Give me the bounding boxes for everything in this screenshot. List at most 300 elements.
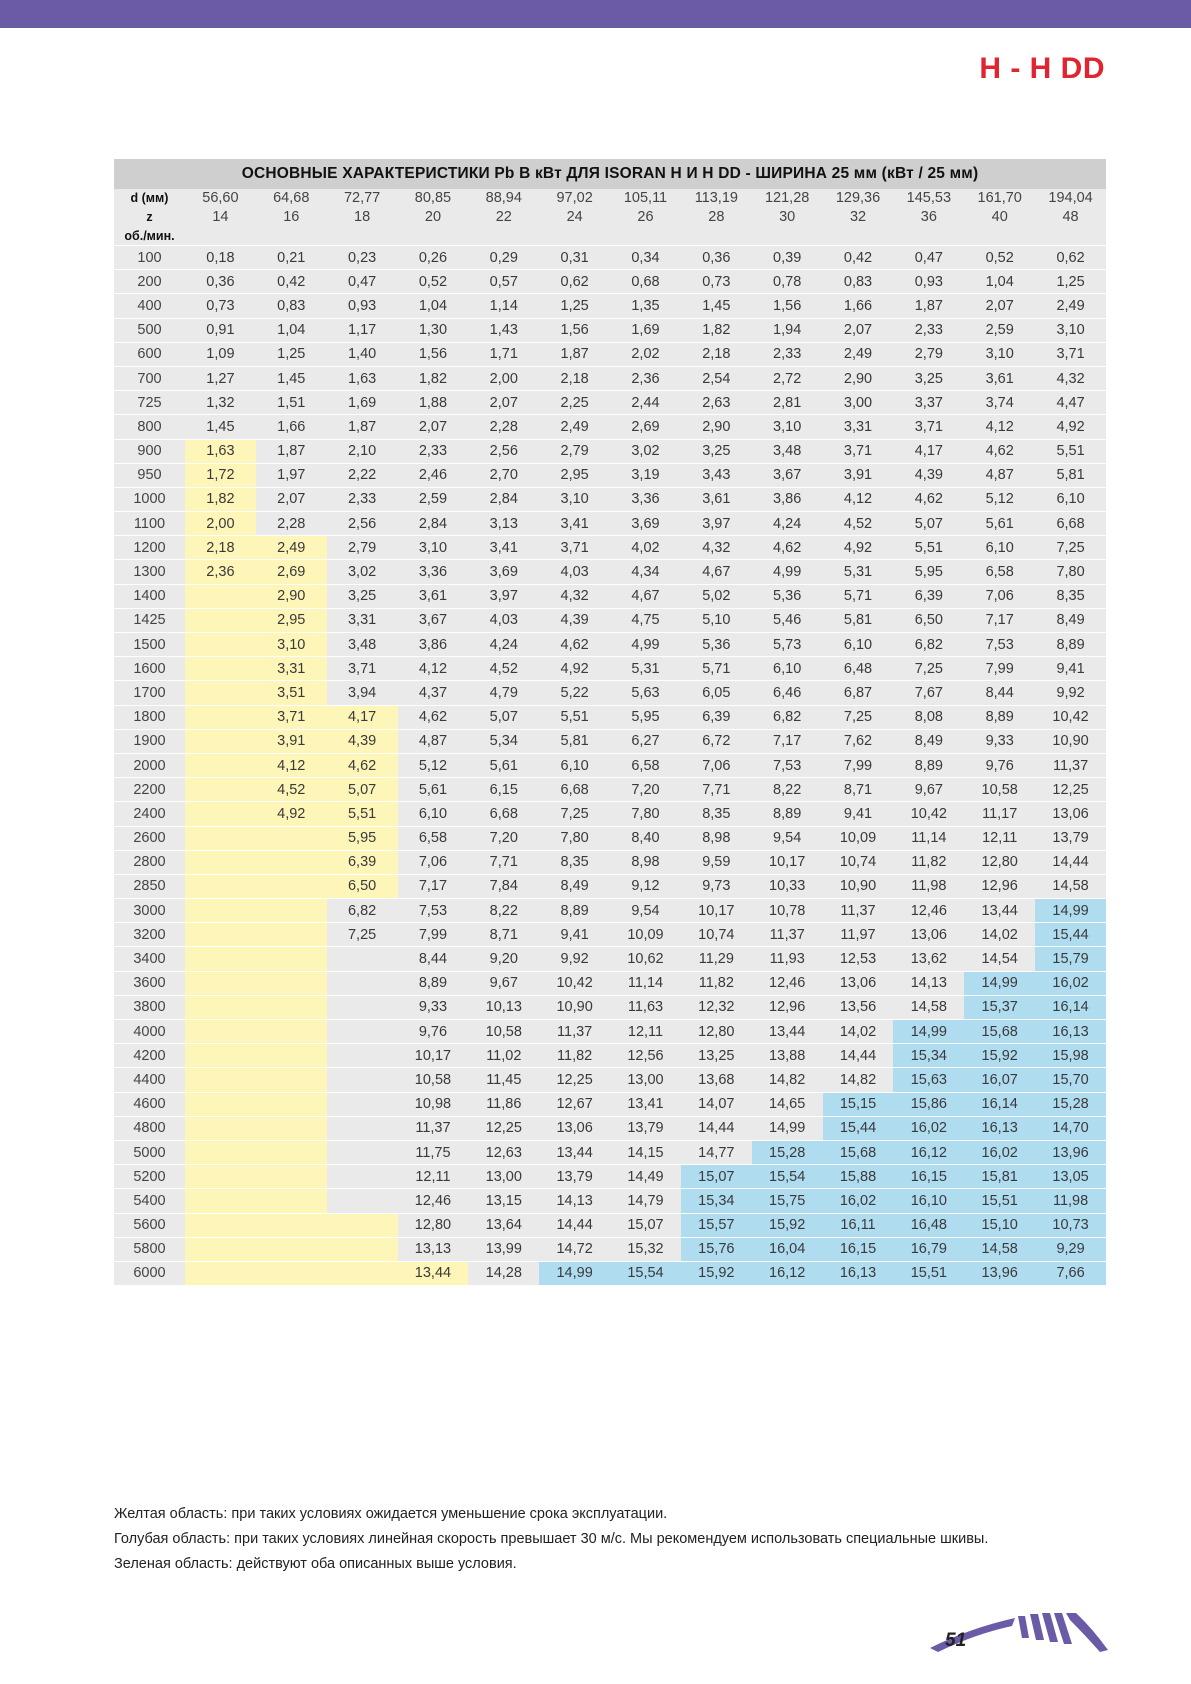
power-cell: 4,03	[539, 560, 610, 583]
power-cell: 3,71	[1035, 343, 1106, 366]
power-cell: 13,41	[610, 1093, 681, 1116]
power-rating-table	[114, 159, 1106, 1285]
power-cell: 3,71	[823, 440, 894, 463]
power-cell: 15,28	[752, 1141, 823, 1164]
power-cell: 1,25	[1035, 270, 1106, 293]
power-cell: 1,09	[185, 343, 256, 366]
power-cell: 15,76	[681, 1238, 752, 1261]
power-cell: 4,03	[468, 609, 539, 632]
power-cell: 7,53	[752, 754, 823, 777]
power-cell: 11,29	[681, 947, 752, 970]
power-cell: 3,43	[681, 464, 752, 487]
teeth-cell: 26	[610, 208, 681, 227]
rpm-cell: 1600	[114, 657, 185, 680]
power-cell: 16,02	[964, 1141, 1035, 1164]
power-cell: 7,06	[681, 754, 752, 777]
table-row	[114, 294, 1106, 317]
power-cell: 0,62	[1035, 246, 1106, 269]
power-cell: 4,12	[964, 415, 1035, 438]
power-cell: 0,52	[398, 270, 469, 293]
power-cell: 16,48	[893, 1214, 964, 1237]
power-cell: 2,00	[468, 367, 539, 390]
table-row	[114, 488, 1106, 511]
rpm-cell: 1000	[114, 488, 185, 511]
power-cell: 11,98	[1035, 1189, 1106, 1212]
power-cell: 2,84	[398, 512, 469, 535]
legend	[114, 1502, 988, 1577]
power-cell: 11,86	[468, 1093, 539, 1116]
power-cell: 1,71	[468, 343, 539, 366]
rpm-header-filler	[185, 227, 1106, 245]
power-cell: 4,62	[752, 536, 823, 559]
power-cell: 2,84	[468, 488, 539, 511]
power-cell: 0,42	[256, 270, 327, 293]
power-cell: 0,78	[752, 270, 823, 293]
power-cell: 16,79	[893, 1238, 964, 1261]
table-row	[114, 1189, 1106, 1212]
power-cell: 2,49	[823, 343, 894, 366]
table-title: ОСНОВНЫЕ ХАРАКТЕРИСТИКИ Pb В кВт ДЛЯ ISORAN H И H DD - ШИРИНА 25 мм (кВт / 25 мм)	[114, 159, 1106, 189]
power-cell	[327, 1044, 398, 1067]
power-cell	[185, 633, 256, 656]
power-cell: 15,92	[964, 1044, 1035, 1067]
power-cell: 3,36	[398, 560, 469, 583]
power-cell: 13,15	[468, 1189, 539, 1212]
power-cell: 16,14	[1035, 996, 1106, 1019]
power-cell	[256, 1238, 327, 1261]
power-cell: 5,51	[327, 802, 398, 825]
power-cell: 3,71	[893, 415, 964, 438]
power-cell: 1,51	[256, 391, 327, 414]
power-cell	[327, 996, 398, 1019]
rpm-cell: 4800	[114, 1117, 185, 1140]
power-cell: 9,41	[1035, 657, 1106, 680]
power-cell: 4,62	[398, 706, 469, 729]
power-cell: 10,42	[893, 802, 964, 825]
power-cell: 8,89	[752, 802, 823, 825]
power-cell: 11,93	[752, 947, 823, 970]
power-cell: 7,06	[398, 851, 469, 874]
power-cell: 5,95	[893, 560, 964, 583]
power-cell: 11,37	[398, 1117, 469, 1140]
power-cell: 4,92	[1035, 415, 1106, 438]
power-cell: 4,12	[256, 754, 327, 777]
power-cell: 5,22	[539, 681, 610, 704]
rpm-cell: 600	[114, 343, 185, 366]
power-cell: 4,62	[964, 440, 1035, 463]
rpm-cell: 4600	[114, 1093, 185, 1116]
table-row	[114, 609, 1106, 632]
power-cell: 6,82	[327, 899, 398, 922]
power-cell: 2,36	[610, 367, 681, 390]
power-cell: 14,54	[964, 947, 1035, 970]
power-cell: 15,10	[964, 1214, 1035, 1237]
power-cell: 3,67	[398, 609, 469, 632]
power-cell: 4,34	[610, 560, 681, 583]
power-cell: 1,56	[752, 294, 823, 317]
power-cell: 7,06	[964, 585, 1035, 608]
table-row	[114, 1020, 1106, 1043]
table-row	[114, 706, 1106, 729]
power-cell: 5,81	[823, 609, 894, 632]
power-cell: 9,54	[752, 827, 823, 850]
power-cell: 16,14	[964, 1093, 1035, 1116]
power-cell: 5,61	[468, 754, 539, 777]
power-cell: 13,06	[1035, 802, 1106, 825]
power-cell: 3,48	[327, 633, 398, 656]
power-cell	[256, 1262, 327, 1285]
power-cell: 1,66	[256, 415, 327, 438]
power-cell: 8,49	[893, 730, 964, 753]
power-cell: 2,49	[539, 415, 610, 438]
rpm-cell: 3600	[114, 972, 185, 995]
power-cell: 14,02	[823, 1020, 894, 1043]
power-cell: 5,31	[823, 560, 894, 583]
power-cell: 14,44	[1035, 851, 1106, 874]
power-cell: 1,63	[185, 440, 256, 463]
power-cell: 6,58	[610, 754, 681, 777]
power-cell: 0,91	[185, 319, 256, 342]
power-cell: 12,11	[610, 1020, 681, 1043]
diameter-cell: 97,02	[539, 189, 610, 208]
power-cell: 14,99	[752, 1117, 823, 1140]
power-cell: 10,17	[752, 851, 823, 874]
power-cell: 2,18	[539, 367, 610, 390]
power-cell: 3,69	[468, 560, 539, 583]
power-cell: 2,44	[610, 391, 681, 414]
power-cell	[256, 1189, 327, 1212]
rpm-cell: 5800	[114, 1238, 185, 1261]
power-cell: 9,73	[681, 875, 752, 898]
power-cell: 0,31	[539, 246, 610, 269]
power-cell	[185, 802, 256, 825]
rpm-cell: 700	[114, 367, 185, 390]
power-cell: 12,32	[681, 996, 752, 1019]
power-cell: 11,37	[539, 1020, 610, 1043]
teeth-cell: 22	[468, 208, 539, 227]
power-cell: 11,17	[964, 802, 1035, 825]
power-cell: 10,74	[823, 851, 894, 874]
power-cell: 9,67	[893, 778, 964, 801]
power-cell: 16,10	[893, 1189, 964, 1212]
power-cell: 14,99	[1035, 899, 1106, 922]
power-cell: 6,68	[539, 778, 610, 801]
power-cell: 11,82	[681, 972, 752, 995]
power-cell: 3,02	[610, 440, 681, 463]
power-cell: 12,25	[1035, 778, 1106, 801]
power-cell: 5,02	[681, 585, 752, 608]
rpm-cell: 2600	[114, 827, 185, 850]
power-cell: 0,52	[964, 246, 1035, 269]
power-cell: 9,33	[398, 996, 469, 1019]
power-cell: 10,17	[681, 899, 752, 922]
power-cell: 15,68	[823, 1141, 894, 1164]
power-cell: 8,89	[893, 754, 964, 777]
power-cell: 4,24	[752, 512, 823, 535]
power-cell: 2,69	[256, 560, 327, 583]
power-cell: 12,11	[964, 827, 1035, 850]
power-cell: 8,22	[752, 778, 823, 801]
power-cell: 14,72	[539, 1238, 610, 1261]
power-cell: 2,33	[752, 343, 823, 366]
power-cell	[327, 1262, 398, 1285]
power-cell: 5,51	[893, 536, 964, 559]
power-cell: 13,06	[539, 1117, 610, 1140]
power-cell: 4,99	[752, 560, 823, 583]
power-cell: 16,15	[823, 1238, 894, 1261]
power-cell: 2,33	[327, 488, 398, 511]
power-cell: 1,14	[468, 294, 539, 317]
power-cell	[185, 875, 256, 898]
power-cell: 3,71	[539, 536, 610, 559]
power-cell: 9,12	[610, 875, 681, 898]
power-cell: 0,29	[468, 246, 539, 269]
power-cell: 7,25	[327, 923, 398, 946]
power-cell: 1,40	[327, 343, 398, 366]
power-cell: 14,13	[893, 972, 964, 995]
power-cell: 10,13	[468, 996, 539, 1019]
power-cell: 6,46	[752, 681, 823, 704]
power-cell: 14,44	[539, 1214, 610, 1237]
power-cell: 8,40	[610, 827, 681, 850]
teeth-header-row	[114, 208, 1106, 227]
power-cell: 14,44	[823, 1044, 894, 1067]
power-cell: 1,94	[752, 319, 823, 342]
power-cell: 2,28	[468, 415, 539, 438]
power-cell: 4,47	[1035, 391, 1106, 414]
rpm-cell: 800	[114, 415, 185, 438]
power-cell: 16,12	[752, 1262, 823, 1285]
power-cell: 15,86	[893, 1093, 964, 1116]
power-cell: 2,22	[327, 464, 398, 487]
table-row	[114, 319, 1106, 342]
power-cell: 8,35	[1035, 585, 1106, 608]
rpm-cell: 400	[114, 294, 185, 317]
power-cell: 13,06	[823, 972, 894, 995]
power-cell: 1,69	[327, 391, 398, 414]
teeth-cell: 48	[1035, 208, 1106, 227]
power-cell: 12,46	[752, 972, 823, 995]
table-row	[114, 1068, 1106, 1091]
power-cell: 16,02	[823, 1189, 894, 1212]
power-cell: 3,31	[823, 415, 894, 438]
power-cell: 15,57	[681, 1214, 752, 1237]
rpm-cell: 2000	[114, 754, 185, 777]
power-cell: 8,89	[539, 899, 610, 922]
rpm-cell: 2850	[114, 875, 185, 898]
rpm-cell: 500	[114, 319, 185, 342]
power-cell: 5,10	[681, 609, 752, 632]
table-row	[114, 1141, 1106, 1164]
power-cell: 13,96	[964, 1262, 1035, 1285]
power-cell: 4,62	[893, 488, 964, 511]
power-cell: 7,25	[823, 706, 894, 729]
power-cell: 2,56	[468, 440, 539, 463]
product-title: H - H DD	[979, 52, 1105, 85]
power-cell: 13,68	[681, 1068, 752, 1091]
power-cell: 16,13	[823, 1262, 894, 1285]
power-cell: 13,64	[468, 1214, 539, 1237]
power-cell	[256, 1141, 327, 1164]
power-cell: 9,92	[539, 947, 610, 970]
power-cell: 6,27	[610, 730, 681, 753]
power-cell: 5,51	[539, 706, 610, 729]
power-cell: 0,57	[468, 270, 539, 293]
table-row	[114, 657, 1106, 680]
power-cell: 3,91	[823, 464, 894, 487]
power-cell: 2,02	[610, 343, 681, 366]
power-cell	[185, 851, 256, 874]
power-cell: 7,80	[1035, 560, 1106, 583]
rpm-cell: 6000	[114, 1262, 185, 1285]
rpm-cell: 1100	[114, 512, 185, 535]
diameter-label: d (мм)	[114, 189, 185, 208]
rpm-cell: 725	[114, 391, 185, 414]
power-cell: 9,76	[964, 754, 1035, 777]
power-cell: 3,48	[752, 440, 823, 463]
power-cell: 15,15	[823, 1093, 894, 1116]
table-row	[114, 1117, 1106, 1140]
table-row	[114, 585, 1106, 608]
power-cell: 15,92	[752, 1214, 823, 1237]
power-cell: 15,34	[893, 1044, 964, 1067]
power-cell: 3,61	[398, 585, 469, 608]
power-cell	[256, 947, 327, 970]
teeth-cell: 18	[327, 208, 398, 227]
rpm-cell: 1800	[114, 706, 185, 729]
power-cell: 14,02	[964, 923, 1035, 946]
power-cell: 2,18	[681, 343, 752, 366]
table-row	[114, 367, 1106, 390]
power-cell	[256, 996, 327, 1019]
rpm-cell: 1700	[114, 681, 185, 704]
power-cell: 4,02	[610, 536, 681, 559]
power-cell: 15,34	[681, 1189, 752, 1212]
power-cell: 4,39	[539, 609, 610, 632]
power-cell	[185, 1117, 256, 1140]
power-cell: 14,77	[681, 1141, 752, 1164]
power-cell: 3,00	[823, 391, 894, 414]
power-cell: 10,09	[823, 827, 894, 850]
power-cell: 1,97	[256, 464, 327, 487]
power-cell: 5,51	[1035, 440, 1106, 463]
power-cell: 7,25	[1035, 536, 1106, 559]
power-cell: 14,82	[752, 1068, 823, 1091]
rpm-cell: 5600	[114, 1214, 185, 1237]
rpm-cell: 1400	[114, 585, 185, 608]
power-cell: 4,32	[681, 536, 752, 559]
power-cell: 15,81	[964, 1165, 1035, 1188]
power-cell: 2,00	[185, 512, 256, 535]
table-row	[114, 996, 1106, 1019]
power-cell: 15,70	[1035, 1068, 1106, 1091]
power-cell: 8,22	[468, 899, 539, 922]
power-cell: 14,49	[610, 1165, 681, 1188]
power-cell: 7,25	[539, 802, 610, 825]
power-cell: 13,96	[1035, 1141, 1106, 1164]
power-cell: 7,20	[610, 778, 681, 801]
power-cell: 11,02	[468, 1044, 539, 1067]
power-cell: 9,54	[610, 899, 681, 922]
power-cell: 10,33	[752, 875, 823, 898]
power-cell: 3,91	[256, 730, 327, 753]
power-cell: 4,52	[256, 778, 327, 801]
power-cell: 13,99	[468, 1238, 539, 1261]
power-cell: 0,83	[823, 270, 894, 293]
power-cell: 1,87	[893, 294, 964, 317]
power-cell: 7,84	[468, 875, 539, 898]
power-cell	[327, 1068, 398, 1091]
power-cell: 5,12	[964, 488, 1035, 511]
power-cell: 8,35	[681, 802, 752, 825]
power-cell: 7,25	[893, 657, 964, 680]
power-cell	[327, 1214, 398, 1237]
power-cell: 3,94	[327, 681, 398, 704]
power-cell: 5,07	[893, 512, 964, 535]
power-cell: 8,98	[681, 827, 752, 850]
power-cell: 9,59	[681, 851, 752, 874]
power-cell: 2,25	[539, 391, 610, 414]
power-cell: 2,59	[398, 488, 469, 511]
rpm-cell: 4200	[114, 1044, 185, 1067]
power-cell: 4,79	[468, 681, 539, 704]
power-cell: 2,07	[823, 319, 894, 342]
power-cell: 14,99	[539, 1262, 610, 1285]
teeth-cell: 24	[539, 208, 610, 227]
power-cell: 13,44	[539, 1141, 610, 1164]
power-cell: 6,39	[893, 585, 964, 608]
power-cell: 13,79	[1035, 827, 1106, 850]
power-cell: 6,05	[681, 681, 752, 704]
power-cell: 16,04	[752, 1238, 823, 1261]
power-cell: 5,73	[752, 633, 823, 656]
rpm-cell: 950	[114, 464, 185, 487]
rpm-cell: 2800	[114, 851, 185, 874]
power-cell	[256, 1020, 327, 1043]
power-cell: 5,61	[964, 512, 1035, 535]
power-cell: 4,99	[610, 633, 681, 656]
teeth-cell: 32	[823, 208, 894, 227]
power-cell: 1,35	[610, 294, 681, 317]
power-cell: 1,43	[468, 319, 539, 342]
power-cell: 6,15	[468, 778, 539, 801]
power-cell: 5,61	[398, 778, 469, 801]
power-cell: 2,56	[327, 512, 398, 535]
power-cell	[327, 1238, 398, 1261]
power-cell: 1,82	[185, 488, 256, 511]
rpm-cell: 1900	[114, 730, 185, 753]
power-cell: 12,11	[398, 1165, 469, 1188]
power-cell: 9,76	[398, 1020, 469, 1043]
power-cell: 11,82	[893, 851, 964, 874]
power-cell: 16,07	[964, 1068, 1035, 1091]
power-cell: 4,12	[823, 488, 894, 511]
power-cell: 2,95	[539, 464, 610, 487]
power-cell: 2,10	[327, 440, 398, 463]
power-cell: 3,25	[681, 440, 752, 463]
power-cell: 4,39	[893, 464, 964, 487]
power-cell: 11,98	[893, 875, 964, 898]
power-cell: 2,59	[964, 319, 1035, 342]
power-cell: 1,04	[964, 270, 1035, 293]
power-cell: 3,10	[539, 488, 610, 511]
power-cell: 4,92	[256, 802, 327, 825]
power-cell: 3,86	[398, 633, 469, 656]
power-cell: 7,80	[610, 802, 681, 825]
power-cell	[185, 923, 256, 946]
rpm-cell: 3000	[114, 899, 185, 922]
power-cell: 1,82	[398, 367, 469, 390]
